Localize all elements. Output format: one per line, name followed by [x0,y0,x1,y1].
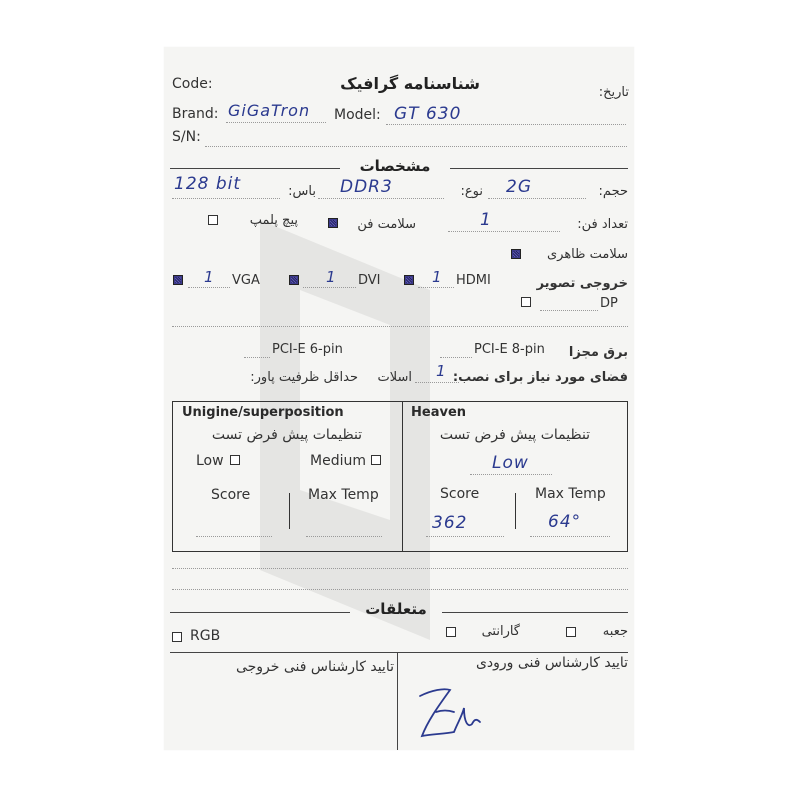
unigine-preset-label: تنظیمات پیش فرض تست [211,427,363,443]
heaven-preset-value[interactable]: Low [492,453,529,473]
type-label: نوع: [460,184,483,199]
bus-value[interactable]: 128 bit [174,174,242,194]
sn-label: S/N: [172,129,201,145]
fan-count-label: تعداد فن: [577,217,628,232]
heaven-score-value[interactable]: 362 [432,513,468,533]
brand-value[interactable]: GiGaTron [228,101,311,120]
unigine-medium-label: Medium [310,453,366,469]
dvi-label: DVI [358,273,381,288]
unigine-score-label: Score [211,487,251,503]
fan-health-label: سلامت فن [357,217,416,232]
min-psu-label: حداقل ظرفیت پاور: [250,370,358,385]
pcie6-label: PCI-E 6-pin [272,342,343,357]
vga-count[interactable]: 1 [204,268,215,286]
hdmi-label: HDMI [456,273,491,288]
slots-value[interactable]: 1 [436,362,447,380]
heaven-maxtemp-label: Max Temp [535,486,606,502]
hdmi-count[interactable]: 1 [432,268,443,286]
heaven-maxtemp-value[interactable]: 64° [548,512,582,532]
signature-icon [410,682,490,750]
loose-screw-checkbox[interactable] [208,215,218,225]
entry-approval-label: تایید کارشناس فنی ورودی [475,655,628,671]
test-box-divider [402,401,403,552]
rgb-label: RGB [190,628,221,644]
loose-screw-label: پیچ پلمپ [249,213,298,228]
unigine-low-checkbox[interactable] [230,455,240,465]
dvi-checkbox[interactable] [289,275,299,285]
capacity-value[interactable]: 2G [506,177,532,197]
slots-unit: اسلات [377,370,412,385]
dvi-count[interactable]: 1 [326,268,337,286]
rgb-checkbox[interactable] [172,632,182,642]
type-value[interactable]: DDR3 [340,177,393,197]
warranty-label: گارانتی [481,624,520,639]
unigine-low-label: Low [196,453,224,469]
form-title: شناسنامه گرافیک [340,74,480,93]
heaven-preset-label: تنظیمات پیش فرض تست [439,427,591,443]
vga-checkbox[interactable] [173,275,183,285]
appearance-checkbox[interactable] [511,249,521,259]
unigine-medium-checkbox[interactable] [371,455,381,465]
brand-label: Brand: [172,106,219,122]
unigine-maxtemp-label: Max Temp [308,487,379,503]
appearance-label: سلامت ظاهری [546,247,628,262]
heaven-score-label: Score [440,486,480,502]
outputs-title: خروجی تصویر [536,276,628,291]
heaven-title: Heaven [411,405,467,420]
power-label: برق مجزا [568,345,628,360]
warranty-checkbox[interactable] [446,627,456,637]
dp-checkbox[interactable] [521,297,531,307]
specs-section-title: مشخصات [359,157,431,175]
bus-label: باس: [288,184,316,199]
unigine-title: Unigine/superposition [182,405,344,420]
dp-label: DP [600,296,618,311]
box-checkbox[interactable] [566,627,576,637]
model-label: Model: [334,107,381,123]
hdmi-checkbox[interactable] [404,275,414,285]
model-value[interactable]: GT 630 [394,104,462,124]
capacity-label: حجم: [598,184,628,199]
vga-label: VGA [232,273,260,288]
pcie8-label: PCI-E 8-pin [474,342,545,357]
slots-label: فضای مورد نیاز برای نصب: [452,370,628,385]
exit-approval-label: تایید کارشناس فنی خروجی [235,659,394,675]
code-label: Code: [172,76,213,92]
accessories-title: متعلقات [365,600,427,618]
box-label: جعبه [602,624,628,639]
fan-health-checkbox[interactable] [328,218,338,228]
fan-count-value[interactable]: 1 [480,210,492,230]
date-label: تاریخ: [598,85,629,100]
